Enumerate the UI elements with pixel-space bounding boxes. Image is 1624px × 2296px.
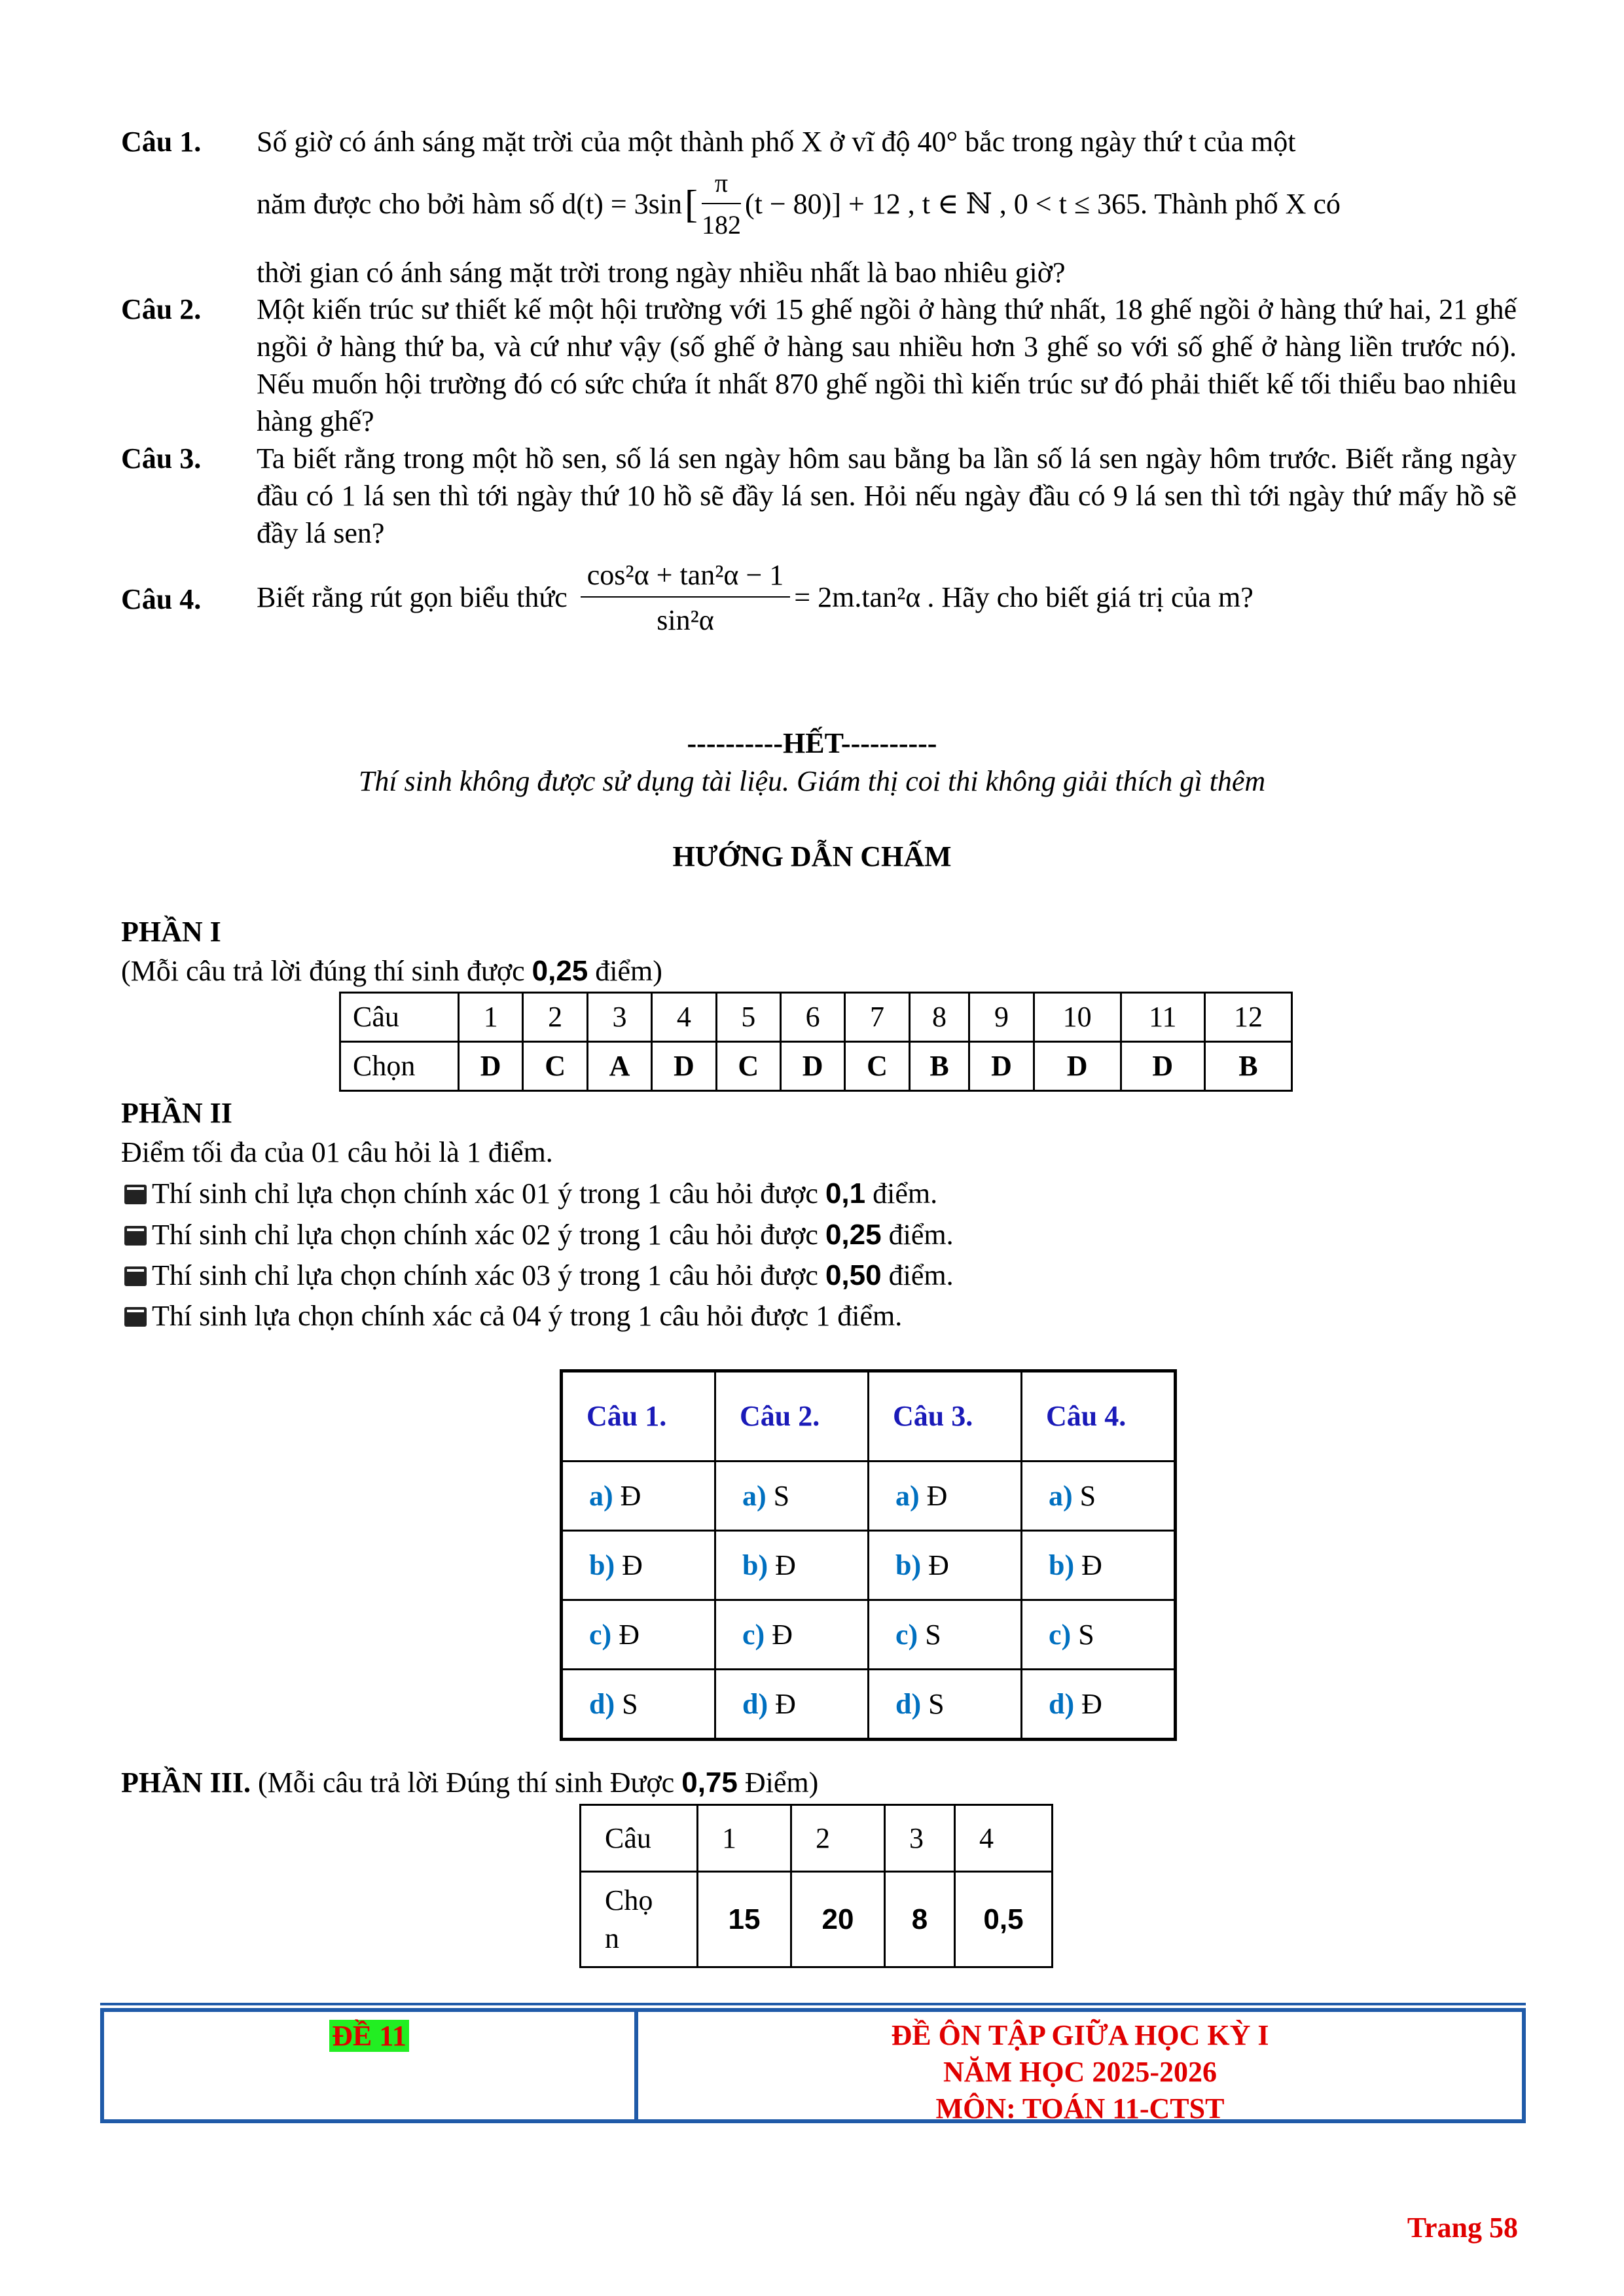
table-cell xyxy=(562,1670,715,1740)
table-cell: 6 xyxy=(780,993,844,1042)
table-cell: 3 xyxy=(885,1805,955,1872)
part3-points: 0,75 xyxy=(681,1767,738,1799)
option-value: Đ xyxy=(1081,1687,1102,1720)
part2-title: PHẦN II xyxy=(121,1097,232,1129)
part2-bullet-3 xyxy=(124,1257,954,1294)
option-value: Đ xyxy=(775,1549,796,1581)
option-value: S xyxy=(925,1618,941,1651)
row-label: Chọn xyxy=(340,1042,459,1091)
end-mark: ----------HẾT---------- xyxy=(687,727,937,759)
table-cell: 3 xyxy=(587,993,651,1042)
table-row xyxy=(340,993,1292,1042)
part1-points: 0,25 xyxy=(532,955,588,987)
bullet-text: Thí sinh lựa chọn chính xác cả 04 ý trong 1 câu hỏi được 1 điểm. xyxy=(152,1300,903,1332)
table-cell: 20 xyxy=(791,1872,885,1967)
bullet-points: 0,50 xyxy=(825,1259,882,1291)
part3-subtitle-pre: (Mỗi câu trả lời Đúng thí sinh Được xyxy=(258,1767,675,1799)
table-cell xyxy=(715,1600,869,1670)
question-4-rhs: = 2m.tan²α xyxy=(794,581,921,614)
question-1-label: Câu 1. xyxy=(121,126,202,158)
option-value: Đ xyxy=(928,1549,949,1581)
table-header: Câu 2. xyxy=(715,1371,869,1462)
table-cell: 0,5 xyxy=(955,1872,1053,1967)
table-cell: D xyxy=(459,1042,523,1091)
table-cell: 9 xyxy=(969,993,1034,1042)
table-header: Câu 1. xyxy=(562,1371,715,1462)
bullet-text-post: điểm. xyxy=(873,1177,938,1210)
exam-title-line2: NĂM HỌC 2025-2026 xyxy=(943,2056,1217,2088)
option-key: c) xyxy=(1049,1618,1072,1651)
table-cell xyxy=(869,1531,1022,1600)
question-3-text: Ta biết rằng trong một hồ sen, số lá sen ngày hôm sau bằng ba lần số lá sen ngày hôm trước. Biết rằng ngày đầu có 1 lá sen thì tới ngày thứ 10 hồ sẽ đầy lá sen. Hỏi nếu ngày đầu có 9 lá sen thì tới ngày thứ mấy hồ sẽ đầy lá sen? xyxy=(257,442,1517,549)
table-cell xyxy=(1022,1531,1176,1600)
table-cell: 1 xyxy=(459,993,523,1042)
question-4-post: . Hãy cho biết giá trị của m? xyxy=(927,581,1254,614)
question-1-line2-post: . Thành phố X có xyxy=(1140,188,1341,221)
part3-title: PHẦN III. xyxy=(121,1767,251,1799)
option-value: Đ xyxy=(775,1687,796,1720)
clapperboard-icon xyxy=(124,1226,147,1246)
exam-title-line1: ĐỀ ÔN TẬP GIỮA HỌC KỲ I xyxy=(891,2019,1269,2051)
table-cell xyxy=(562,1600,715,1670)
option-value: S xyxy=(1079,1479,1096,1512)
row-label: Câu xyxy=(340,993,459,1042)
row-label: Câu xyxy=(581,1805,698,1872)
bullet-text: Thí sinh chỉ lựa chọn chính xác 02 ý trong 1 câu hỏi được xyxy=(152,1219,818,1251)
table-cell xyxy=(1022,1670,1176,1740)
fraction-numerator: π xyxy=(702,166,741,204)
table-row xyxy=(581,1872,1053,1967)
bracket-left: [ xyxy=(685,183,698,226)
table-cell xyxy=(869,1670,1022,1740)
table-cell: C xyxy=(716,1042,780,1091)
fraction-denominator: sin²α xyxy=(657,604,714,636)
part2-max-line: Điểm tối đa của 01 câu hỏi là 1 điểm. xyxy=(121,1136,553,1168)
option-key: a) xyxy=(895,1479,920,1512)
table-cell xyxy=(562,1531,715,1600)
row-label: Chọ n xyxy=(581,1872,698,1967)
fraction-denominator: 182 xyxy=(701,210,741,240)
option-value: Đ xyxy=(620,1479,641,1512)
bullet-text-post: điểm. xyxy=(888,1219,954,1251)
option-value: Đ xyxy=(772,1618,793,1651)
table-cell: 4 xyxy=(955,1805,1053,1872)
table-header: Câu 3. xyxy=(869,1371,1022,1462)
part2-bullet-4 xyxy=(124,1297,902,1335)
guide-title: HƯỚNG DẪN CHẤM xyxy=(672,840,952,872)
part2-answer-table xyxy=(560,1369,1177,1741)
table-header: Câu 4. xyxy=(1022,1371,1176,1462)
question-1-formula-rest: (t − 80)] + 12 , t ∈ ℕ , 0 < t ≤ 365 xyxy=(744,188,1140,221)
part1-subtitle-post: điểm) xyxy=(595,955,662,987)
part2-bullet-1 xyxy=(124,1175,937,1212)
table-cell: 8 xyxy=(909,993,969,1042)
table-cell: D xyxy=(652,1042,716,1091)
table-row xyxy=(562,1371,1176,1462)
bullet-text: Thí sinh chỉ lựa chọn chính xác 01 ý trong 1 câu hỏi được xyxy=(152,1177,818,1210)
table-cell xyxy=(869,1600,1022,1670)
question-3-label: Câu 3. xyxy=(121,442,202,475)
part3-heading xyxy=(121,1764,818,1801)
table-cell: C xyxy=(523,1042,587,1091)
table-cell: 15 xyxy=(698,1872,791,1967)
question-2-label: Câu 2. xyxy=(121,293,202,325)
page-number: Trang 58 xyxy=(1407,2212,1518,2244)
question-4-pre: Biết rằng rút gọn biểu thức xyxy=(257,581,568,614)
table-cell: 1 xyxy=(698,1805,791,1872)
exam-title-cell xyxy=(638,2017,1522,2127)
table-cell: 12 xyxy=(1204,993,1291,1042)
table-cell: B xyxy=(1204,1042,1291,1091)
next-exam-header-box xyxy=(100,2008,1526,2123)
table-cell: D xyxy=(1121,1042,1204,1091)
question-4-formula-line xyxy=(257,555,1517,640)
option-key: b) xyxy=(895,1549,922,1581)
bullet-points: 0,25 xyxy=(825,1219,882,1251)
table-row xyxy=(562,1600,1176,1670)
clapperboard-icon xyxy=(124,1266,147,1286)
option-key: c) xyxy=(742,1618,765,1651)
table-cell: 2 xyxy=(791,1805,885,1872)
part3-subtitle-post: Điểm) xyxy=(744,1767,819,1799)
option-key: a) xyxy=(742,1479,767,1512)
table-cell: B xyxy=(909,1042,969,1091)
table-row xyxy=(340,1042,1292,1091)
table-cell xyxy=(715,1670,869,1740)
table-cell: 2 xyxy=(523,993,587,1042)
table-cell xyxy=(1022,1600,1176,1670)
option-value: Đ xyxy=(1081,1549,1102,1581)
option-value: S xyxy=(1078,1618,1094,1651)
table-cell: 8 xyxy=(885,1872,955,1967)
question-4-fraction xyxy=(581,556,791,639)
option-value: S xyxy=(773,1479,790,1512)
table-cell: 10 xyxy=(1034,993,1121,1042)
table-cell xyxy=(869,1462,1022,1531)
part1-subtitle xyxy=(121,952,662,990)
option-key: d) xyxy=(589,1687,615,1720)
bullet-text: Thí sinh chỉ lựa chọn chính xác 03 ý trong 1 câu hỏi được xyxy=(152,1259,818,1291)
table-row xyxy=(562,1531,1176,1600)
option-key: d) xyxy=(895,1687,922,1720)
table-row xyxy=(562,1670,1176,1740)
table-cell xyxy=(715,1531,869,1600)
option-key: c) xyxy=(589,1618,612,1651)
table-cell: A xyxy=(587,1042,651,1091)
table-cell: 11 xyxy=(1121,993,1204,1042)
option-value: Đ xyxy=(622,1549,643,1581)
exam-code-cell xyxy=(104,2017,634,2054)
question-1-line2-pre: năm được cho bởi hàm số xyxy=(257,188,555,221)
clapperboard-icon xyxy=(124,1307,147,1327)
option-key: a) xyxy=(589,1479,613,1512)
question-1-line1: Số giờ có ánh sáng mặt trời của một thành phố X ở vĩ độ 40° bắc trong ngày thứ t của một xyxy=(257,126,1296,158)
table-cell: C xyxy=(845,1042,909,1091)
table-cell: D xyxy=(780,1042,844,1091)
part3-answer-table xyxy=(579,1804,1053,1968)
bullet-text-post: điểm. xyxy=(888,1259,954,1291)
question-1-fraction xyxy=(702,166,741,242)
option-value: Đ xyxy=(619,1618,640,1651)
option-key: b) xyxy=(1049,1549,1075,1581)
option-value: S xyxy=(928,1687,945,1720)
table-cell: 5 xyxy=(716,993,780,1042)
part1-subtitle-pre: (Mỗi câu trả lời đúng thí sinh được xyxy=(121,955,525,987)
table-row xyxy=(581,1805,1053,1872)
bullet-points: 0,1 xyxy=(825,1177,866,1210)
option-value: S xyxy=(622,1687,638,1720)
question-4-label: Câu 4. xyxy=(121,583,202,615)
fraction-numerator: cos²α + tan²α − 1 xyxy=(581,556,791,598)
option-key: c) xyxy=(895,1618,918,1651)
table-cell: 4 xyxy=(652,993,716,1042)
part2-bullet-2 xyxy=(124,1216,954,1253)
part1-answer-table xyxy=(339,992,1293,1092)
table-cell xyxy=(1022,1462,1176,1531)
option-key: d) xyxy=(1049,1687,1075,1720)
part1-title: PHẦN I xyxy=(121,916,221,948)
question-1-formula-line xyxy=(257,168,1517,240)
question-2-text: Một kiến trúc sư thiết kế một hội trường với 15 ghế ngồi ở hàng thứ nhất, 18 ghế ngồi ở hàng thứ hai, 21 ghế ngồi ở hàng thứ ba, và cứ như vậy (số ghế ở hàng sau nhiều hơn 3 ghế so với số ghế ở hàng liền trước nó). Nếu muốn hội trường đó có sức chứa ít nhất 870 ghế ngồi thì kiến trúc sư đó phải thiết kế tối thiểu bao nhiêu hàng ghế? xyxy=(257,293,1517,437)
option-value: Đ xyxy=(926,1479,948,1512)
exam-code: ĐỀ 11 xyxy=(329,2020,409,2052)
question-1-formula-lhs: d(t) = 3sin xyxy=(562,188,682,221)
table-cell: D xyxy=(969,1042,1034,1091)
table-row xyxy=(562,1462,1176,1531)
question-1-line3: thời gian có ánh sáng mặt trời trong ngày nhiều nhất là bao nhiêu giờ? xyxy=(257,257,1066,289)
option-key: b) xyxy=(742,1549,768,1581)
table-cell xyxy=(562,1462,715,1531)
table-cell: 7 xyxy=(845,993,909,1042)
table-cell xyxy=(715,1462,869,1531)
exam-title-line3: MÔN: TOÁN 11-CTST xyxy=(935,2092,1225,2125)
exam-note: Thí sinh không được sử dụng tài liệu. Giám thị coi thi không giải thích gì thêm xyxy=(358,765,1266,797)
table-cell: D xyxy=(1034,1042,1121,1091)
clapperboard-icon xyxy=(124,1185,147,1204)
option-key: b) xyxy=(589,1549,615,1581)
option-key: d) xyxy=(742,1687,768,1720)
option-key: a) xyxy=(1049,1479,1073,1512)
